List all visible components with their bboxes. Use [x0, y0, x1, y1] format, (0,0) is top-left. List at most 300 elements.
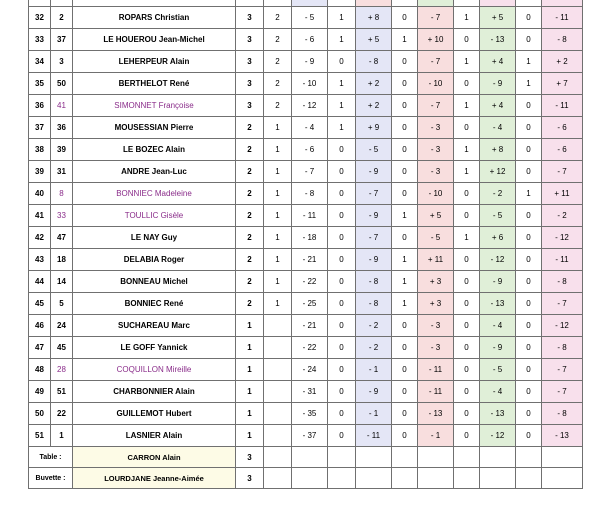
col2-cell	[264, 425, 292, 447]
round3-score-cell: - 12	[480, 425, 516, 447]
round2-score-cell: - 13	[418, 403, 454, 425]
empty-cell	[454, 447, 480, 468]
rank-cell: 38	[29, 139, 51, 161]
round4-score-cell: + 7	[542, 73, 583, 95]
round2-result-cell: 0	[392, 183, 418, 205]
round4-score-cell: - 7	[542, 381, 583, 403]
round3-score-cell: - 9	[480, 337, 516, 359]
round2-result-cell: 0	[392, 403, 418, 425]
results-table	[28, 0, 583, 489]
round3-score-cell: - 4	[480, 117, 516, 139]
table-row	[29, 381, 583, 403]
player-name-cell: BONNIEC Madeleine	[73, 183, 236, 205]
round3-score-cell: - 13	[480, 403, 516, 425]
wins-cell: 1	[236, 381, 264, 403]
wins-cell: 1	[236, 403, 264, 425]
table-row	[29, 337, 583, 359]
round2-score-cell: + 10	[418, 29, 454, 51]
round3-result-cell: 1	[454, 139, 480, 161]
round1-result-cell: 0	[328, 183, 356, 205]
empty-cell	[328, 468, 356, 489]
rank-cell: 48	[29, 359, 51, 381]
round3-score-cell: - 5	[480, 205, 516, 227]
round4-score-cell: - 11	[542, 95, 583, 117]
round3-result-cell: 0	[454, 359, 480, 381]
round3-score-cell: + 12	[480, 161, 516, 183]
player-name-cell: LASNIER Alain	[73, 425, 236, 447]
player-name-cell: CHARBONNIER Alain	[73, 381, 236, 403]
wins-cell: 3	[236, 95, 264, 117]
table-row	[29, 359, 583, 381]
round3-score-cell: - 5	[480, 359, 516, 381]
round1-result-cell: 0	[328, 359, 356, 381]
wins-cell: 3	[236, 29, 264, 51]
col2-cell: 1	[264, 161, 292, 183]
round4-score-cell: + 11	[542, 183, 583, 205]
round4-score-cell: - 7	[542, 359, 583, 381]
round1-result-cell: 0	[328, 315, 356, 337]
number-cell: 5	[51, 293, 73, 315]
number-cell: 18	[51, 249, 73, 271]
empty-cell	[418, 468, 454, 489]
number-cell: 51	[51, 381, 73, 403]
wins-cell: 2	[236, 205, 264, 227]
round4-result-cell: 1	[516, 51, 542, 73]
col2-cell: 1	[264, 205, 292, 227]
round1-result-cell: 0	[328, 403, 356, 425]
round4-result-cell: 0	[516, 249, 542, 271]
number-cell: 50	[51, 73, 73, 95]
number-cell: 31	[51, 161, 73, 183]
rank-cell: 45	[29, 293, 51, 315]
round2-result-cell: 0	[392, 161, 418, 183]
player-name-cell: LE NAY Guy	[73, 227, 236, 249]
player-name-cell: BERTHELOT René	[73, 73, 236, 95]
score-cell: - 5	[292, 7, 328, 29]
round3-score-cell: - 9	[480, 271, 516, 293]
player-name-cell: LEHERPEUR Alain	[73, 51, 236, 73]
round1-result-cell: 0	[328, 293, 356, 315]
round3-result-cell: 0	[454, 73, 480, 95]
round4-score-cell: - 7	[542, 161, 583, 183]
table-row	[29, 183, 583, 205]
round3-result-cell: 0	[454, 293, 480, 315]
round2-result-cell: 0	[392, 337, 418, 359]
table-row	[29, 315, 583, 337]
round3-score-cell: - 4	[480, 315, 516, 337]
round4-result-cell: 0	[516, 29, 542, 51]
round4-score-cell: - 6	[542, 139, 583, 161]
player-name-cell: GUILLEMOT Hubert	[73, 403, 236, 425]
col2-cell: 2	[264, 29, 292, 51]
wins-cell: 2	[236, 117, 264, 139]
round1-score-cell: - 7	[356, 227, 392, 249]
round1-result-cell: 0	[328, 249, 356, 271]
wins-cell: 1	[236, 425, 264, 447]
rank-cell: 49	[29, 381, 51, 403]
round1-score-cell: - 9	[356, 249, 392, 271]
round1-result-cell: 1	[328, 117, 356, 139]
empty-cell	[264, 447, 292, 468]
round1-result-cell: 1	[328, 7, 356, 29]
number-cell: 36	[51, 117, 73, 139]
round1-score-cell: - 1	[356, 403, 392, 425]
round1-result-cell: 0	[328, 161, 356, 183]
round1-result-cell: 0	[328, 425, 356, 447]
round3-result-cell: 1	[454, 161, 480, 183]
round1-score-cell: + 2	[356, 73, 392, 95]
number-cell: 22	[51, 403, 73, 425]
col2-cell: 1	[264, 271, 292, 293]
score-cell: - 18	[292, 227, 328, 249]
footer-value: 3	[236, 447, 264, 468]
player-name-cell: ROPARS Christian	[73, 7, 236, 29]
round2-result-cell: 0	[392, 117, 418, 139]
round2-result-cell: 0	[392, 139, 418, 161]
col2-cell: 1	[264, 293, 292, 315]
round1-score-cell: - 8	[356, 51, 392, 73]
score-cell: - 12	[292, 95, 328, 117]
round2-score-cell: - 11	[418, 359, 454, 381]
round4-result-cell: 0	[516, 117, 542, 139]
round1-result-cell: 0	[328, 271, 356, 293]
footer-row	[29, 447, 583, 468]
round1-result-cell: 0	[328, 139, 356, 161]
table-row	[29, 95, 583, 117]
round1-score-cell: + 8	[356, 7, 392, 29]
footer-name: LOURDJANE Jeanne-Aimée	[73, 468, 236, 489]
col2-cell: 2	[264, 7, 292, 29]
round2-score-cell: - 5	[418, 227, 454, 249]
round3-result-cell: 0	[454, 271, 480, 293]
rank-cell: 46	[29, 315, 51, 337]
col2-cell: 1	[264, 183, 292, 205]
table-row	[29, 293, 583, 315]
round4-result-cell: 0	[516, 381, 542, 403]
player-name-cell: LE HOUEROU Jean-Michel	[73, 29, 236, 51]
round3-score-cell: - 13	[480, 29, 516, 51]
number-cell: 33	[51, 205, 73, 227]
score-cell: - 11	[292, 205, 328, 227]
table-row	[29, 117, 583, 139]
rank-cell: 37	[29, 117, 51, 139]
round4-result-cell: 0	[516, 337, 542, 359]
number-cell: 1	[51, 425, 73, 447]
round1-score-cell: - 2	[356, 315, 392, 337]
round4-result-cell: 0	[516, 403, 542, 425]
round4-result-cell: 0	[516, 315, 542, 337]
number-cell: 14	[51, 271, 73, 293]
number-cell: 24	[51, 315, 73, 337]
table-row	[29, 161, 583, 183]
table-row	[29, 205, 583, 227]
rank-cell: 42	[29, 227, 51, 249]
wins-cell: 2	[236, 249, 264, 271]
round2-score-cell: - 3	[418, 117, 454, 139]
round2-result-cell: 0	[392, 73, 418, 95]
empty-cell	[542, 447, 583, 468]
empty-cell	[480, 468, 516, 489]
round1-result-cell: 0	[328, 227, 356, 249]
round4-score-cell: - 2	[542, 205, 583, 227]
col2-cell	[264, 337, 292, 359]
col2-cell	[264, 403, 292, 425]
round1-score-cell: - 8	[356, 293, 392, 315]
round1-score-cell: - 7	[356, 183, 392, 205]
round4-score-cell: - 8	[542, 29, 583, 51]
round3-score-cell: - 9	[480, 73, 516, 95]
round2-result-cell: 0	[392, 425, 418, 447]
round4-result-cell: 0	[516, 425, 542, 447]
round1-score-cell: + 9	[356, 117, 392, 139]
round1-result-cell: 0	[328, 381, 356, 403]
round2-result-cell: 0	[392, 315, 418, 337]
round3-result-cell: 0	[454, 315, 480, 337]
number-cell: 45	[51, 337, 73, 359]
score-cell: - 21	[292, 249, 328, 271]
table-row	[29, 403, 583, 425]
wins-cell: 3	[236, 73, 264, 95]
round3-score-cell: - 12	[480, 249, 516, 271]
wins-cell: 2	[236, 227, 264, 249]
round4-result-cell: 0	[516, 227, 542, 249]
round2-result-cell: 1	[392, 29, 418, 51]
number-cell: 47	[51, 227, 73, 249]
empty-cell	[356, 447, 392, 468]
empty-cell	[516, 447, 542, 468]
wins-cell: 2	[236, 293, 264, 315]
round2-score-cell: - 7	[418, 95, 454, 117]
round1-score-cell: - 11	[356, 425, 392, 447]
table-row	[29, 249, 583, 271]
rank-cell: 39	[29, 161, 51, 183]
col2-cell: 1	[264, 249, 292, 271]
round2-score-cell: + 3	[418, 293, 454, 315]
round1-result-cell: 0	[328, 205, 356, 227]
empty-cell	[356, 468, 392, 489]
score-cell: - 8	[292, 183, 328, 205]
empty-cell	[328, 447, 356, 468]
round3-score-cell: + 4	[480, 51, 516, 73]
wins-cell: 3	[236, 51, 264, 73]
score-cell: - 31	[292, 381, 328, 403]
round3-score-cell: + 6	[480, 227, 516, 249]
round3-result-cell: 0	[454, 381, 480, 403]
round3-result-cell: 0	[454, 337, 480, 359]
score-cell: - 24	[292, 359, 328, 381]
rank-cell: 41	[29, 205, 51, 227]
wins-cell: 2	[236, 183, 264, 205]
score-cell: - 22	[292, 337, 328, 359]
round2-score-cell: + 3	[418, 271, 454, 293]
round3-result-cell: 0	[454, 183, 480, 205]
table-row	[29, 139, 583, 161]
round1-score-cell: - 9	[356, 205, 392, 227]
col2-cell: 2	[264, 95, 292, 117]
round2-score-cell: - 3	[418, 315, 454, 337]
number-cell: 41	[51, 95, 73, 117]
round3-result-cell: 1	[454, 51, 480, 73]
score-cell: - 22	[292, 271, 328, 293]
round4-result-cell: 1	[516, 183, 542, 205]
score-cell: - 6	[292, 29, 328, 51]
round4-result-cell: 0	[516, 205, 542, 227]
round2-result-cell: 0	[392, 95, 418, 117]
round4-score-cell: - 7	[542, 293, 583, 315]
round2-score-cell: + 11	[418, 249, 454, 271]
round4-result-cell: 0	[516, 161, 542, 183]
rank-cell: 43	[29, 249, 51, 271]
number-cell: 2	[51, 7, 73, 29]
round3-score-cell: - 2	[480, 183, 516, 205]
player-name-cell: SUCHAREAU Marc	[73, 315, 236, 337]
score-cell: - 25	[292, 293, 328, 315]
table-row	[29, 227, 583, 249]
col2-cell: 1	[264, 139, 292, 161]
round3-result-cell: 1	[454, 7, 480, 29]
number-cell: 8	[51, 183, 73, 205]
round3-result-cell: 0	[454, 403, 480, 425]
col2-cell	[264, 359, 292, 381]
round4-score-cell: - 8	[542, 337, 583, 359]
round2-result-cell: 0	[392, 51, 418, 73]
number-cell: 37	[51, 29, 73, 51]
rank-cell: 34	[29, 51, 51, 73]
round4-result-cell: 0	[516, 95, 542, 117]
player-name-cell: MOUSESSIAN Pierre	[73, 117, 236, 139]
round3-score-cell: + 5	[480, 7, 516, 29]
round4-score-cell: - 11	[542, 249, 583, 271]
player-name-cell: LE BOZEC Alain	[73, 139, 236, 161]
col2-cell: 1	[264, 117, 292, 139]
player-name-cell: COQUILLON Mireille	[73, 359, 236, 381]
footer-label: Table :	[29, 447, 73, 468]
round2-score-cell: - 1	[418, 425, 454, 447]
round4-result-cell: 0	[516, 293, 542, 315]
player-name-cell: SIMONNET Françoise	[73, 95, 236, 117]
score-cell: - 10	[292, 73, 328, 95]
empty-cell	[480, 447, 516, 468]
round4-score-cell: - 6	[542, 117, 583, 139]
rank-cell: 51	[29, 425, 51, 447]
round4-score-cell: + 2	[542, 51, 583, 73]
empty-cell	[292, 447, 328, 468]
empty-cell	[454, 468, 480, 489]
round4-score-cell: - 11	[542, 7, 583, 29]
round3-score-cell: - 13	[480, 293, 516, 315]
rank-cell: 47	[29, 337, 51, 359]
round1-result-cell: 0	[328, 51, 356, 73]
player-name-cell: ANDRE Jean-Luc	[73, 161, 236, 183]
number-cell: 3	[51, 51, 73, 73]
round4-score-cell: - 8	[542, 271, 583, 293]
round3-score-cell: + 4	[480, 95, 516, 117]
round2-score-cell: - 3	[418, 161, 454, 183]
wins-cell: 2	[236, 139, 264, 161]
round3-score-cell: + 8	[480, 139, 516, 161]
table-row	[29, 51, 583, 73]
table-row	[29, 73, 583, 95]
rank-cell: 50	[29, 403, 51, 425]
rank-cell: 32	[29, 7, 51, 29]
wins-cell: 3	[236, 7, 264, 29]
round2-result-cell: 0	[392, 7, 418, 29]
player-name-cell: BONNIEC René	[73, 293, 236, 315]
round1-result-cell: 0	[328, 337, 356, 359]
results-body	[29, 0, 583, 489]
empty-cell	[292, 468, 328, 489]
round3-result-cell: 0	[454, 29, 480, 51]
player-name-cell: TOULLIC Gisèle	[73, 205, 236, 227]
score-cell: - 9	[292, 51, 328, 73]
round3-result-cell: 1	[454, 227, 480, 249]
wins-cell: 1	[236, 337, 264, 359]
round2-result-cell: 0	[392, 359, 418, 381]
round1-score-cell: + 2	[356, 95, 392, 117]
round2-score-cell: - 3	[418, 139, 454, 161]
rank-cell: 44	[29, 271, 51, 293]
score-cell: - 35	[292, 403, 328, 425]
round1-score-cell: - 8	[356, 271, 392, 293]
round1-score-cell: - 9	[356, 161, 392, 183]
round2-result-cell: 1	[392, 271, 418, 293]
empty-cell	[264, 468, 292, 489]
wins-cell: 1	[236, 359, 264, 381]
footer-label: Buvette :	[29, 468, 73, 489]
round1-score-cell: - 2	[356, 337, 392, 359]
score-cell: - 7	[292, 161, 328, 183]
round2-score-cell: - 11	[418, 381, 454, 403]
rank-cell: 40	[29, 183, 51, 205]
score-cell: - 21	[292, 315, 328, 337]
round1-score-cell: - 9	[356, 381, 392, 403]
col2-cell: 2	[264, 51, 292, 73]
empty-cell	[418, 447, 454, 468]
round1-result-cell: 1	[328, 73, 356, 95]
player-name-cell: DELABIA Roger	[73, 249, 236, 271]
empty-cell	[516, 468, 542, 489]
round4-result-cell: 0	[516, 271, 542, 293]
round1-result-cell: 1	[328, 95, 356, 117]
score-cell: - 4	[292, 117, 328, 139]
round2-result-cell: 0	[392, 227, 418, 249]
round3-result-cell: 0	[454, 117, 480, 139]
round4-result-cell: 0	[516, 139, 542, 161]
table-row	[29, 29, 583, 51]
footer-name: CARRON Alain	[73, 447, 236, 468]
round1-result-cell: 1	[328, 29, 356, 51]
round1-score-cell: - 5	[356, 139, 392, 161]
round2-score-cell: - 10	[418, 73, 454, 95]
table-row	[29, 425, 583, 447]
round2-score-cell: - 7	[418, 51, 454, 73]
col2-cell: 1	[264, 227, 292, 249]
table-row	[29, 271, 583, 293]
table-row	[29, 7, 583, 29]
round2-score-cell: - 3	[418, 337, 454, 359]
round1-score-cell: + 5	[356, 29, 392, 51]
col2-cell	[264, 315, 292, 337]
wins-cell: 2	[236, 271, 264, 293]
wins-cell: 2	[236, 161, 264, 183]
round2-score-cell: - 7	[418, 7, 454, 29]
rank-cell: 35	[29, 73, 51, 95]
round2-result-cell: 1	[392, 249, 418, 271]
round4-score-cell: - 8	[542, 403, 583, 425]
round4-result-cell: 1	[516, 73, 542, 95]
empty-cell	[542, 468, 583, 489]
number-cell: 39	[51, 139, 73, 161]
